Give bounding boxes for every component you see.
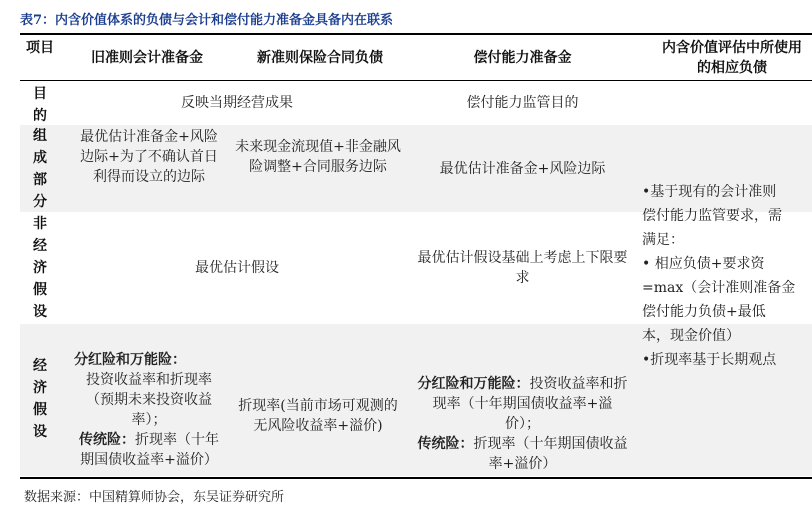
purpose-solvency: 偿付能力监管目的	[466, 95, 579, 111]
header-old-reserve: 旧准则会计准备金	[91, 50, 203, 66]
purpose-accounting: 反映当期经营成果	[181, 95, 293, 111]
header-item: 项目	[26, 40, 54, 56]
row-label-composition: 组成部分	[33, 128, 47, 210]
table-title: 表7：内含价值体系的负债与会计和偿付能力准备金具备内在联系	[20, 13, 394, 28]
econ-new: 折现率(当前市场可观测的无风险收益率+溢价)	[238, 398, 398, 434]
ev-liability-notes: •基于现有的会计准则 偿付能力监管要求，需 满足： • 相应负债+要求资 =max（会计准则准备金 偿付能力负债+最低 本，现金价值） •折现率基于长期观点	[642, 184, 796, 368]
non-econ-accounting: 最优估计假设	[195, 260, 279, 276]
composition-solvency: 最优估计准备金+风险边际	[439, 161, 606, 177]
header-ev-liability: 内含价值评估中所使用 的相应负债	[662, 40, 802, 76]
header-solvency: 偿付能力准备金	[473, 50, 572, 66]
bottom-rule	[20, 477, 812, 479]
row-label-purpose: 目的	[33, 86, 47, 124]
econ-old: 分红险和万能险： 投资收益率和折现率（预期未来投资收益率）； 传统险：折现率（十年期国债收益率+溢价）	[74, 352, 219, 468]
row-label-econ: 经济假设	[33, 358, 47, 440]
composition-new: 未来现金流现值+非金融风险调整+合同服务边际	[235, 139, 401, 175]
econ-solvency: 分红险和万能险：投资收益率和折现率（十年期国债收益率+溢价）； 传统险：折现率（十年期国债收益率+溢价）	[417, 376, 628, 472]
non-econ-solvency: 最优估计假设基础上考虑上下限要求	[417, 250, 628, 286]
row-label-non-econ: 非经济假设	[33, 216, 47, 320]
header-rule	[20, 80, 812, 81]
composition-old: 最优估计准备金+风险边际+为了不确认首日利得而设立的边际	[80, 129, 218, 185]
top-rule	[20, 33, 812, 35]
header-new-liability: 新准则保险合同负债	[257, 50, 383, 66]
source-note: 数据来源：中国精算师协会，东吴证券研究所	[24, 490, 285, 505]
